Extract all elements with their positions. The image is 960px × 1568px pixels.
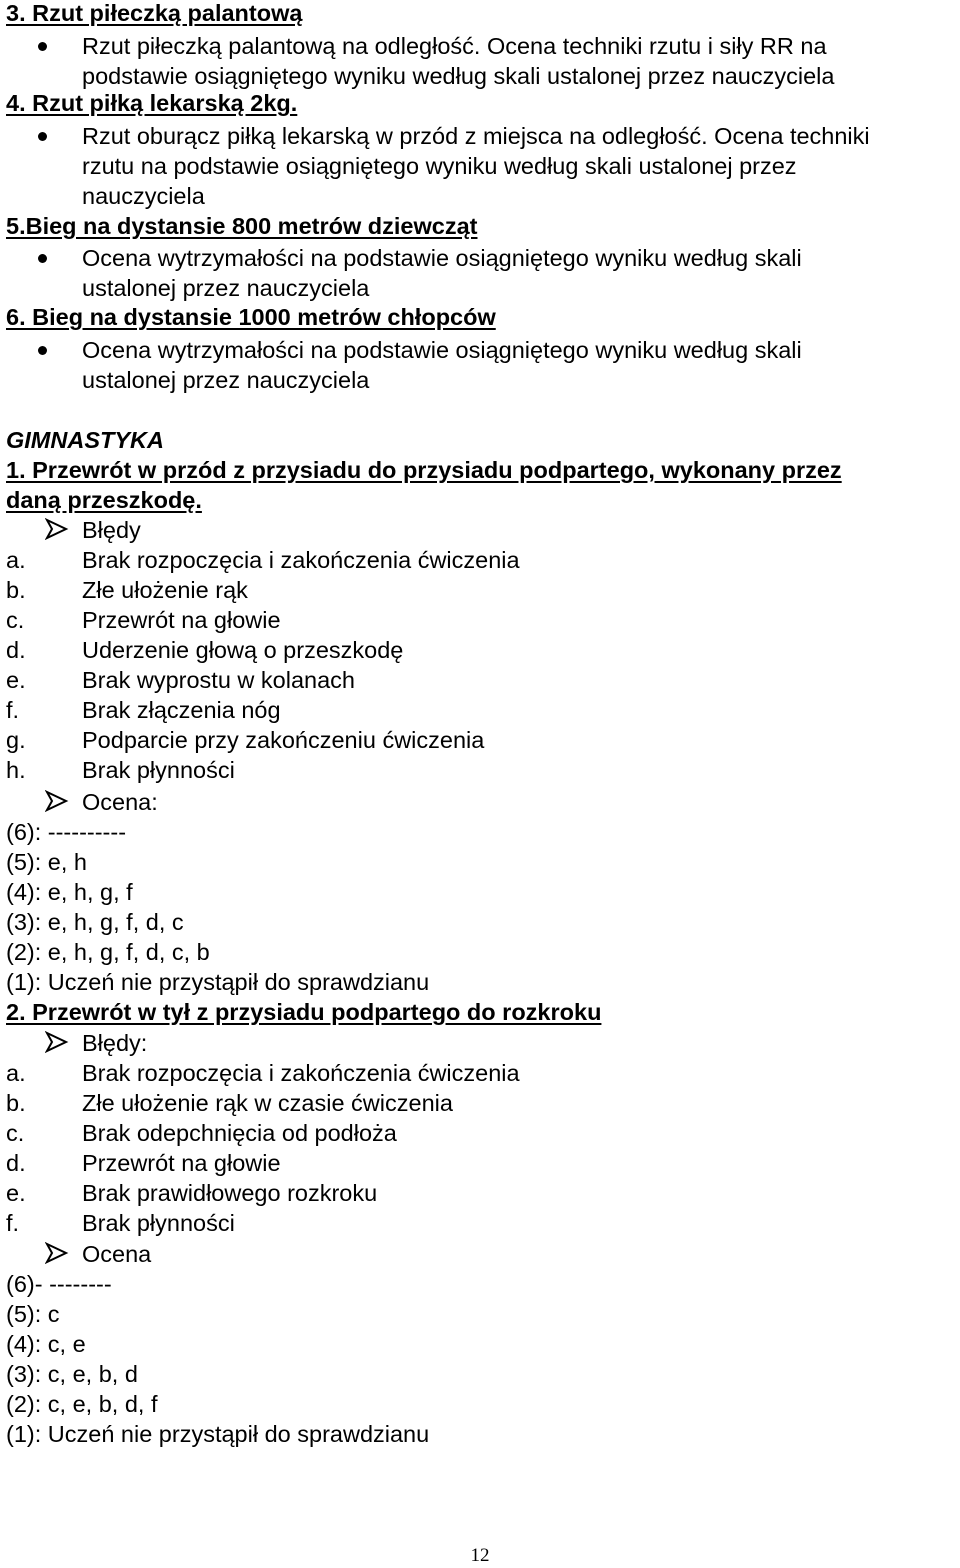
section-6-text-line-2: ustalonej przez nauczyciela bbox=[82, 367, 370, 393]
error-letter: b. bbox=[6, 1090, 26, 1116]
grade-line: (4): e, h, g, f bbox=[6, 879, 133, 905]
exercise-1-errors-label: Błędy bbox=[82, 517, 141, 543]
grade-line: (5): e, h bbox=[6, 849, 87, 875]
exercise-2-heading: 2. Przewrót w tył z przysiadu podpartego do rozkroku bbox=[6, 999, 602, 1025]
error-letter: e. bbox=[6, 1180, 26, 1206]
arrowhead-bullet-icon bbox=[45, 1242, 69, 1264]
arrowhead-bullet-icon bbox=[45, 518, 69, 540]
error-item-text: Uderzenie głową o przeszkodę bbox=[82, 637, 404, 663]
bullet-dot-icon bbox=[38, 254, 47, 263]
bullet-dot-icon bbox=[38, 42, 47, 51]
grade-line: (2): c, e, b, d, f bbox=[6, 1391, 158, 1417]
error-item-text: Brak rozpoczęcia i zakończenia ćwiczenia bbox=[82, 547, 520, 573]
arrowhead-bullet-icon bbox=[45, 1031, 69, 1053]
error-letter: d. bbox=[6, 637, 26, 663]
error-letter: c. bbox=[6, 607, 25, 633]
grade-line: (1): Uczeń nie przystąpił do sprawdzianu bbox=[6, 1421, 430, 1447]
exercise-1-heading-line-1: 1. Przewrót w przód z przysiadu do przysiadu podpartego, wykonany przez bbox=[6, 457, 842, 483]
section-6-text-line-1: Ocena wytrzymałości na podstawie osiągniętego wyniku według skali bbox=[82, 337, 802, 363]
gymnastics-title: GIMNASTYKA bbox=[6, 427, 164, 453]
error-letter: h. bbox=[6, 757, 26, 783]
error-letter: a. bbox=[6, 1060, 26, 1086]
error-letter: d. bbox=[6, 1150, 26, 1176]
error-letter: f. bbox=[6, 697, 20, 723]
section-4-text-line-3: nauczyciela bbox=[82, 183, 205, 209]
error-letter: f. bbox=[6, 1210, 20, 1236]
error-letter: c. bbox=[6, 1120, 25, 1146]
section-4-text-line-2: rzutu na podstawie osiągniętego wyniku według skali ustalonej przez bbox=[82, 153, 797, 179]
section-5-text-line-1: Ocena wytrzymałości na podstawie osiągniętego wyniku według skali bbox=[82, 245, 802, 271]
section-3-text-line-1: Rzut piłeczką palantową na odległość. Ocena techniki rzutu i siły RR na bbox=[82, 33, 827, 59]
error-letter: a. bbox=[6, 547, 26, 573]
arrowhead-bullet-icon bbox=[45, 790, 69, 812]
grade-line: (3): e, h, g, f, d, c bbox=[6, 909, 184, 935]
section-5-text-line-2: ustalonej przez nauczyciela bbox=[82, 275, 370, 301]
error-item-text: Złe ułożenie rąk bbox=[82, 577, 248, 603]
section-6-heading: 6. Bieg na dystansie 1000 metrów chłopców bbox=[6, 304, 496, 330]
exercise-1-heading-line-2: daną przeszkodę. bbox=[6, 487, 202, 513]
error-item-text: Brak złączenia nóg bbox=[82, 697, 281, 723]
section-5-heading: 5.Bieg na dystansie 800 metrów dziewcząt bbox=[6, 213, 478, 239]
error-item-text: Brak prawidłowego rozkroku bbox=[82, 1180, 378, 1206]
error-item-text: Brak odepchnięcia od podłoża bbox=[82, 1120, 397, 1146]
grade-line: (2): e, h, g, f, d, c, b bbox=[6, 939, 210, 965]
grade-line: (5): c bbox=[6, 1301, 60, 1327]
grade-line: (6): ---------- bbox=[6, 819, 127, 845]
section-4-heading: 4. Rzut piłką lekarską 2kg. bbox=[6, 90, 298, 116]
section-3-heading: 3. Rzut piłeczką palantową bbox=[6, 0, 303, 26]
exercise-2-grade-label: Ocena bbox=[82, 1241, 152, 1267]
grade-line: (6)- -------- bbox=[6, 1271, 112, 1297]
error-item-text: Złe ułożenie rąk w czasie ćwiczenia bbox=[82, 1090, 453, 1116]
error-item-text: Przewrót na głowie bbox=[82, 607, 281, 633]
exercise-2-errors-label: Błędy: bbox=[82, 1030, 148, 1056]
grade-line: (4): c, e bbox=[6, 1331, 86, 1357]
bullet-dot-icon bbox=[38, 132, 47, 141]
error-letter: b. bbox=[6, 577, 26, 603]
error-item-text: Brak rozpoczęcia i zakończenia ćwiczenia bbox=[82, 1060, 520, 1086]
error-letter: g. bbox=[6, 727, 26, 753]
error-item-text: Brak płynności bbox=[82, 757, 235, 783]
error-item-text: Brak płynności bbox=[82, 1210, 235, 1236]
grade-line: (1): Uczeń nie przystąpił do sprawdzianu bbox=[6, 969, 430, 995]
bullet-dot-icon bbox=[38, 346, 47, 355]
error-item-text: Przewrót na głowie bbox=[82, 1150, 281, 1176]
page-number: 12 bbox=[470, 1545, 490, 1566]
exercise-1-grade-label: Ocena: bbox=[82, 789, 158, 815]
error-item-text: Brak wyprostu w kolanach bbox=[82, 667, 355, 693]
section-3-text-line-2: podstawie osiągniętego wyniku według skali ustalonej przez nauczyciela bbox=[82, 63, 835, 89]
section-4-text-line-1: Rzut oburącz piłką lekarską w przód z miejsca na odległość. Ocena techniki bbox=[82, 123, 870, 149]
error-item-text: Podparcie przy zakończeniu ćwiczenia bbox=[82, 727, 485, 753]
error-letter: e. bbox=[6, 667, 26, 693]
grade-line: (3): c, e, b, d bbox=[6, 1361, 138, 1387]
